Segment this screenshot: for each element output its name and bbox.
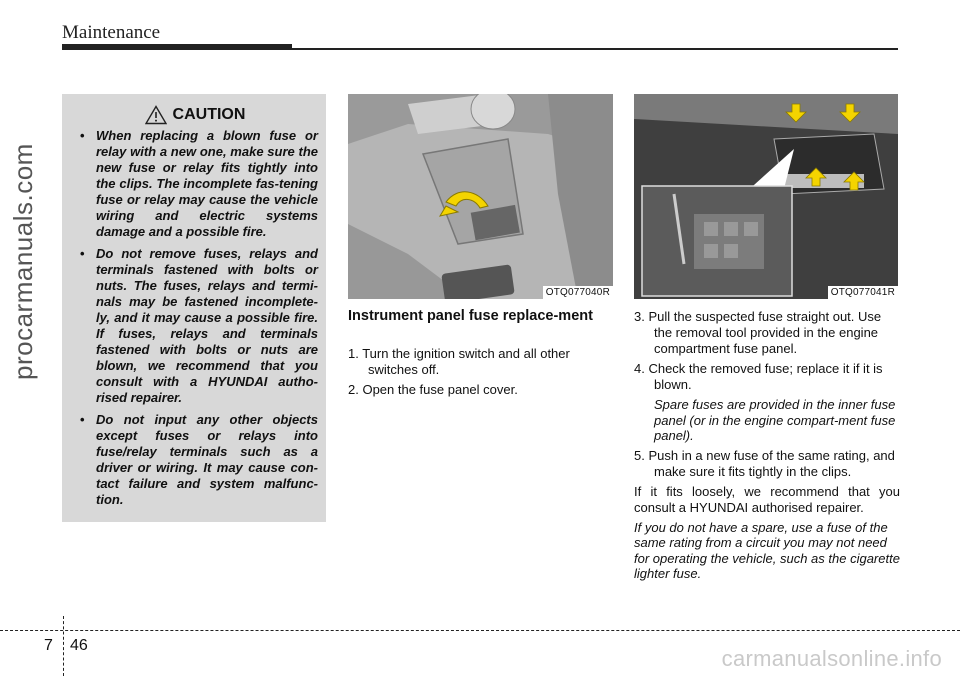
spare-fuse-note: Spare fuses are provided in the inner fuse panel (or in the engine compart-ment fuse panel).	[654, 397, 896, 443]
no-spare-note: If you do not have a spare, use a fuse of the same rating from a circuit you may not need for operating the vehicle, such as the cigarette lighter fuse.	[634, 519, 900, 581]
step-item: 4. Check the removed fuse; replace it if it is blown.	[634, 361, 883, 392]
bottom-watermark: carmanualsonline.info	[721, 646, 942, 671]
footer-divider	[63, 616, 64, 676]
caution-item: • Do not input any other objects except fuses or relays into fuse/relay terminals such as a driver or wiring. It may cause con-tact failure and system malfunc-tion.	[72, 412, 318, 508]
side-watermark-text: procarmanuals.com	[8, 143, 38, 380]
header-rule-thick	[62, 44, 292, 50]
header-rule-thin	[292, 48, 898, 50]
caution-list	[72, 128, 318, 508]
chapter-number: 7	[44, 637, 53, 654]
loose-fit-paragraph: If it fits loosely, we recommend that you consult a HYUNDAI authorised repairer.	[634, 483, 900, 515]
steps-right	[634, 309, 900, 586]
step-item: 2. Open the fuse panel cover.	[348, 382, 518, 397]
figure-label-right: OTQ077041R	[828, 286, 898, 299]
step-item: 5. Push in a new fuse of the same rating, and make sure it fits tightly in the clips.	[634, 447, 895, 479]
page-header-title: Maintenance	[62, 22, 161, 43]
engine-compartment-photo	[634, 94, 898, 299]
caution-header	[72, 104, 318, 126]
step-item: 3. Pull the suspected fuse straight out. Use the removal tool provided in the engine compartment fuse panel.	[634, 309, 882, 356]
page-number: 46	[70, 637, 88, 654]
steps-left	[348, 346, 616, 402]
caution-item: • Do not remove fuses, relays and terminals fastened with bolts or nuts. The fuses, relays and termi-nals may be fastened incomplete-ly, and it may cause a possible fire. If fuses, relays and terminals fastened with bolts or nuts are blown, we recommend that you consult with a HYUNDAI autho-rised repairer.	[72, 246, 318, 406]
footer-rule	[0, 630, 960, 631]
caution-box	[62, 94, 326, 522]
warning-triangle-icon	[145, 105, 167, 125]
caution-item: • When replacing a blown fuse or relay with a new one, make sure the new fuse or relay fits tightly into the clips. The incomplete fas-tening fuse or relay may cause the vehicle wiring and electric systems damage and a possible fire.	[72, 128, 318, 240]
step-item: 1. Turn the ignition switch and all other switches off.	[348, 346, 570, 377]
section-title: Instrument panel fuse replace-ment	[348, 308, 593, 324]
instrument-panel-photo	[348, 94, 613, 299]
caution-title: CAUTION	[172, 106, 246, 123]
figure-label-left: OTQ077040R	[543, 286, 613, 299]
